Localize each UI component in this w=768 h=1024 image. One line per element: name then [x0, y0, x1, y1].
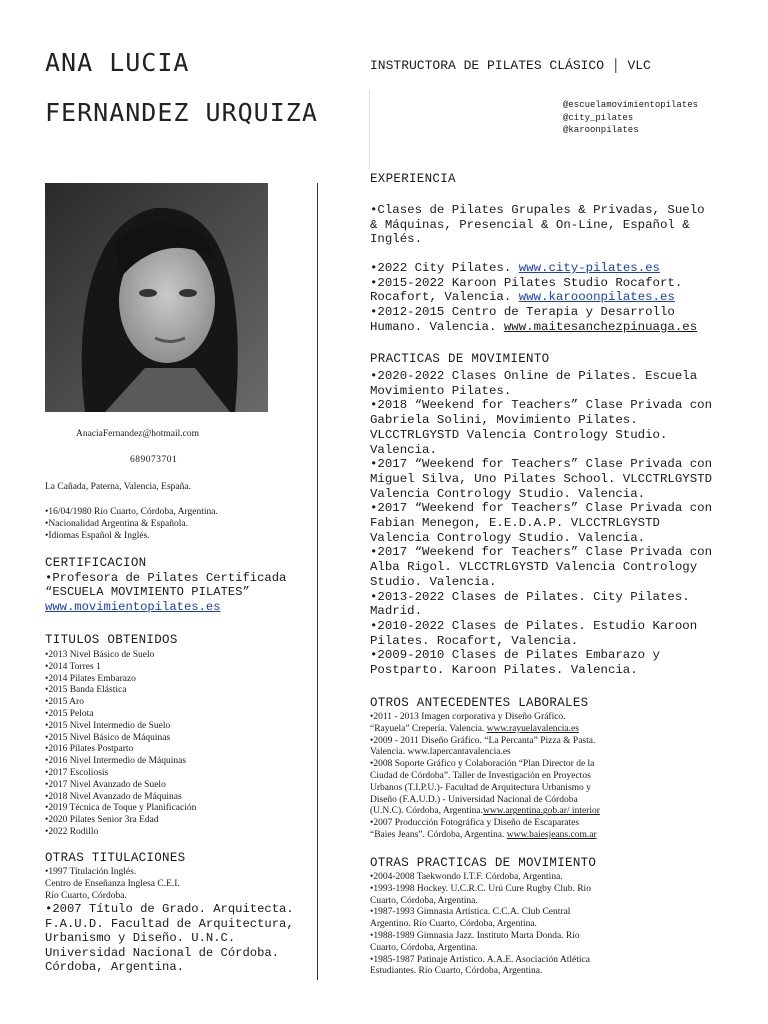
list-item: & Máquinas, Presencial & On-Line, Español & — [370, 217, 690, 232]
list-item: Urbanos (T.I.P.U.)- Facultad de Arquitectura Urbanismo y — [370, 782, 591, 793]
list-item: •2016 Nivel Intermedio de Máquinas — [45, 756, 187, 767]
list-item: •2011 - 2013 Imagen corporativa y Diseño Gráfico. — [370, 712, 566, 722]
list-item: •2015-2022 Karoon Pilates Studio Rocafort. — [370, 275, 683, 290]
list-item: Miguel Silva, Uno Pilates School. VLCCTRLGYSTD — [370, 471, 713, 486]
list-item: Urbanismo y Diseño. U.N.C. — [45, 931, 236, 946]
personal-info — [45, 507, 218, 542]
certificacion-school: “ESCUELA MOVIMIENTO PILATES” — [45, 585, 250, 600]
otras-titulaciones-heading: OTRAS TITULACIONES — [45, 851, 186, 865]
list-item: Inglés. — [370, 232, 423, 247]
job-title: INSTRUCTORA DE PILATES CLÁSICO │ VLC — [370, 58, 651, 73]
practicas-list — [370, 369, 712, 678]
list-item-text: Humano. Valencia. — [370, 319, 504, 334]
list-item: Fabian Menegon, E.E.D.A.P. VLCCTRLGYSTD — [370, 516, 660, 531]
list-item: •2022 Rodillo — [45, 826, 99, 837]
experiencia-heading: EXPERIENCIA — [370, 172, 456, 186]
list-item: •2017 “Weekend for Teachers” Clase Privada con — [370, 457, 713, 472]
list-item: VLCCTRLGYSTD Valencia Contrology Studio. — [370, 427, 668, 442]
otros-antecedentes-heading: OTROS ANTECEDENTES LABORALES — [370, 696, 589, 710]
titulos-list — [45, 650, 196, 839]
list-item: Alba Rigol. VLCCTRLGYSTD Valencia Contrology — [370, 560, 698, 575]
certificacion-heading: CERTIFICACION — [45, 556, 147, 570]
email-text: AnaciaFernandez@hotmail.com — [76, 429, 199, 439]
list-item-text: (U.N.C). Córdoba, Argentina. — [370, 806, 484, 817]
list-item: Madrid. — [370, 604, 423, 619]
list-item: •2007 Título de Grado. Arquitecta. — [45, 902, 294, 916]
rayuela-link[interactable]: www.rayuelavalencia.es — [486, 723, 579, 734]
list-item-text: •2022 City Pilates. — [370, 261, 519, 275]
list-item: •2014 Pilates Embarazo — [45, 673, 136, 684]
header-divider — [369, 90, 370, 170]
titulos-heading: TITULOS OBTENIDOS — [45, 633, 178, 647]
list-item: •2008 Soporte Gráfico y Colaboración “Plan Director de la — [370, 759, 595, 770]
list-item-text: “Baies Jeans”. Córdoba, Argentina. — [370, 829, 507, 840]
list-item: Ciudad de Córdoba”. Taller de Investigación en Proyectos — [370, 770, 591, 781]
list-item: Argentino. Río Cuarto, Córdoba, Argentina. — [370, 919, 537, 930]
otras-titulaciones-small — [45, 867, 180, 902]
list-item: •1993-1998 Hockey. U.C.R.C. Urú Cure Rugby Club. Río — [370, 883, 591, 894]
birth-info: •16/04/1980 Río Cuarto, Córdoba, Argentina. — [45, 507, 218, 517]
list-item: •2013-2022 Clases de Pilates. City Pilates. — [370, 589, 690, 604]
list-item: •2017 “Weekend for Teachers” Clase Privada con — [370, 501, 713, 516]
list-item: Postparto. Karoon Pilates. Valencia. — [370, 663, 638, 678]
column-divider — [317, 183, 318, 980]
list-item: Studio. Valencia. — [370, 574, 497, 589]
list-item: •2018 “Weekend for Teachers” Clase Privada con — [370, 398, 713, 413]
list-item: •1985-1987 Patinaje Artístico. A.A.E. Asociación Atlética — [370, 954, 590, 965]
list-item: •2009-2010 Clases de Pilates Embarazo y — [370, 648, 660, 663]
list-item — [370, 261, 697, 276]
list-item-text: Valencia. — [370, 747, 408, 758]
list-item: •2014 Torres 1 — [45, 661, 101, 672]
name-first-line: ANA LUCIA — [45, 48, 190, 77]
list-item: •2016 Pilates Postparto — [45, 744, 134, 755]
list-item: •2015 Nivel Básico de Máquinas — [45, 732, 171, 743]
list-item: •2013 Nivel Básico de Suelo — [45, 650, 155, 660]
list-item: Río Cuarto, Córdoba. — [45, 890, 127, 901]
list-item: Cuarto, Córdoba, Argentina. — [370, 895, 478, 906]
list-item: •2020-2022 Clases Online de Pilates. Escuela — [370, 369, 698, 383]
karoon-link[interactable]: www.karooonpilates.es — [518, 290, 675, 305]
list-item: •2004-2008 Taekwondo I.T.F. Córdoba, Argentina. — [370, 872, 563, 882]
list-item: Valencia. — [370, 442, 437, 457]
handle-karoon: @karoonpilates — [563, 125, 639, 135]
argentina-gob-link[interactable]: www.argentina.gob.ar/ interior — [483, 806, 600, 817]
certificacion-line: •Profesora de Pilates Certificada — [45, 571, 287, 585]
percanta-link[interactable]: www.lapercantavalencia.es — [407, 747, 511, 758]
list-item: •2019 Técnica de Toque y Planificación — [45, 803, 197, 814]
address-text: La Cañada, Paterna, Valencia, España. — [45, 482, 191, 492]
social-handles — [563, 99, 698, 137]
list-item: Pilates. Rocafort, Valencia. — [370, 633, 579, 648]
list-item: Estudiantes. Río Cuarto, Córdoba, Argentina. — [370, 966, 543, 977]
list-item: •2015 Banda Elástica — [45, 685, 127, 696]
experiencia-intro — [370, 203, 705, 247]
handle-city: @city_pilates — [563, 112, 634, 123]
list-item: Gabriela Solini, Movimiento Pilates. — [370, 413, 638, 428]
phone-text: 689073701 — [130, 455, 178, 465]
list-item: •2007 Producción Fotográfica y Diseño de Escaparates — [370, 818, 580, 829]
list-item: •Clases de Pilates Grupales & Privadas, Suelo — [370, 203, 705, 217]
profile-photo — [45, 183, 268, 412]
list-item-text: Rocafort, Valencia. — [370, 290, 519, 305]
list-item: Córdoba, Argentina. — [45, 960, 184, 975]
otras-titulaciones-degree — [45, 902, 294, 975]
list-item: •2017 Escoliosis — [45, 767, 109, 778]
list-item — [370, 747, 600, 759]
list-item: •2015 Pelota — [45, 708, 94, 719]
list-item: •2015 Aro — [45, 697, 84, 708]
languages-info: •Idiomas Español & Inglés. — [45, 530, 150, 541]
list-item: •2015 Nivel Intermedio de Suelo — [45, 720, 171, 731]
list-item: •2020 Pilates Senior 3ra Edad — [45, 815, 159, 826]
list-item: •2012-2015 Centro de Terapia y Desarrollo — [370, 305, 675, 320]
baies-link[interactable]: www.baiesjeans.com.ar — [506, 829, 597, 840]
list-item: Valencia Contrology Studio. Valencia. — [370, 530, 646, 545]
list-item: •2018 Nivel Avanzado de Máquinas — [45, 791, 182, 802]
otras-practicas-list — [370, 872, 591, 978]
list-item: Cuarto, Córdoba, Argentina. — [370, 942, 478, 953]
list-item — [370, 806, 600, 818]
list-item: Universidad Nacional de Córdoba. — [45, 945, 280, 960]
list-item: Movimiento Pilates. — [370, 383, 512, 398]
list-item: Centro de Enseñanza Inglesa C.E.I. — [45, 878, 180, 889]
name-second-line: FERNANDEZ URQUIZA — [45, 98, 318, 127]
list-item: •1997 Titulación Inglés. — [45, 867, 137, 877]
list-item: F.A.U.D. Facultad de Arquitectura, — [45, 916, 294, 931]
list-item: •2010-2022 Clases de Pilates. Estudio Karoon — [370, 618, 698, 633]
list-item: •2017 Nivel Avanzado de Suelo — [45, 779, 166, 790]
list-item — [370, 320, 697, 335]
list-item: •2017 “Weekend for Teachers” Clase Privada con — [370, 545, 713, 560]
list-item: •1988-1989 Gimnasia Jazz. Instituto Marta Donda. Río — [370, 930, 580, 941]
list-item: •1987-1993 Gimnasia Artística. C.C.A. Club Central — [370, 907, 571, 918]
list-item — [370, 290, 697, 305]
certificacion-link[interactable]: www.movimientopilates.es — [45, 599, 221, 614]
list-item: Diseño (F.A.U.D.) - Universidad Nacional de Córdoba — [370, 794, 578, 805]
handle-escuela: @escuelamovimientopilates — [563, 100, 699, 110]
list-item — [370, 724, 600, 736]
otros-antecedentes-list — [370, 712, 600, 842]
nationality-info: •Nacionalidad Argentina & Española. — [45, 518, 188, 529]
list-item: Valencia Contrology Studio. Valencia. — [370, 486, 646, 501]
list-item-text: “Rayuela” Crepería. Valencia. — [370, 723, 487, 734]
certificacion-body — [45, 571, 286, 614]
experiencia-list — [370, 261, 697, 335]
practicas-heading: PRACTICAS DE MOVIMIENTO — [370, 352, 550, 366]
otras-practicas-heading: OTRAS PRACTICAS DE MOVIMIENTO — [370, 856, 597, 870]
city-pilates-link[interactable]: www.city-pilates.es — [518, 261, 660, 275]
maite-link[interactable]: www.maitesanchezpinuaga.es — [503, 319, 698, 334]
list-item — [370, 830, 600, 842]
list-item: •2009 - 2011 Diseño Gráfico. “La Percanta” Pizza & Pasta. — [370, 735, 596, 746]
